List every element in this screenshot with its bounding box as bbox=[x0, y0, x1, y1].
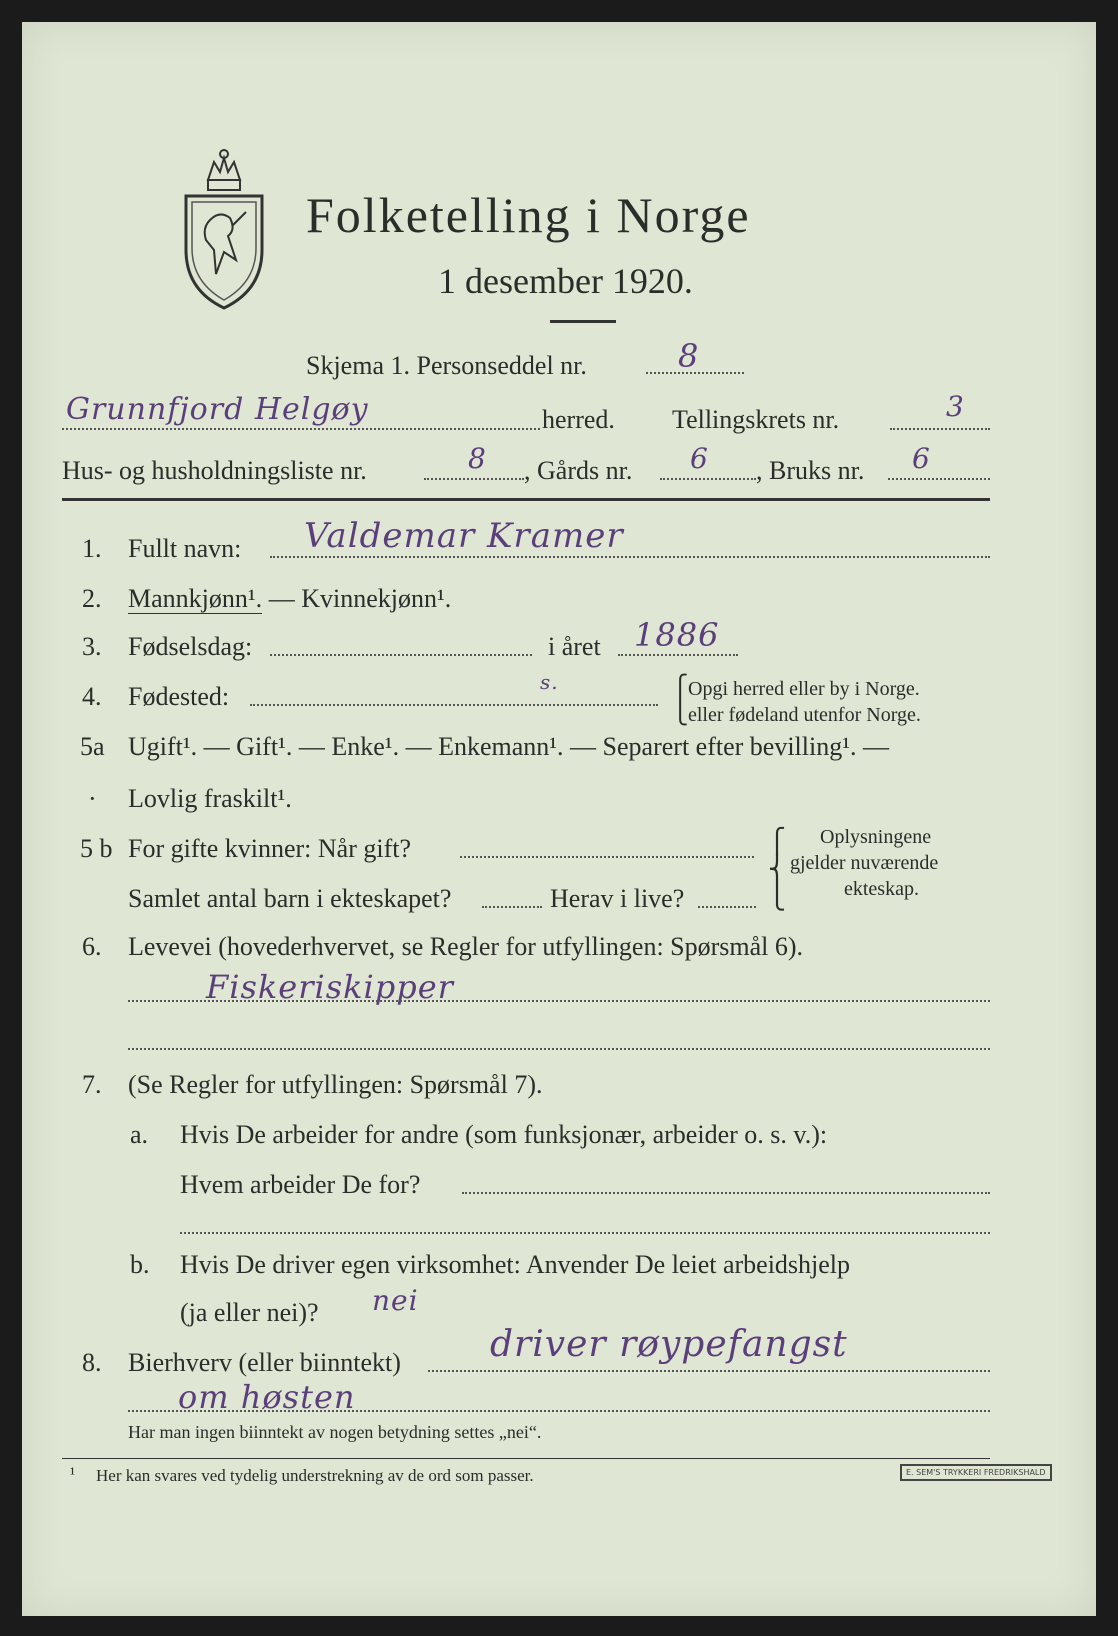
krets-line bbox=[890, 428, 990, 430]
q4-number: 4. bbox=[82, 682, 102, 711]
q5b-number: 5 b bbox=[80, 834, 113, 863]
herred-line bbox=[62, 428, 540, 430]
q5b-children-line bbox=[482, 906, 542, 908]
hus-label: Hus- og husholdningsliste nr. bbox=[62, 456, 367, 485]
q5b-brace: ⎧ ⎨ ⎩ bbox=[768, 829, 786, 911]
gards-line bbox=[660, 478, 756, 480]
q6-line-2 bbox=[128, 1048, 990, 1050]
herred-label: herred. bbox=[542, 405, 615, 434]
herred-value: Grunnfjord Helgøy bbox=[66, 392, 369, 427]
q5b-alive-label: Herav i live? bbox=[550, 884, 685, 913]
q7b-line-1: Hvis De driver egen virksomhet: Anvender De leiet arbeidshjelp bbox=[180, 1250, 851, 1279]
q5b-married-line bbox=[460, 856, 754, 858]
q1-line bbox=[270, 556, 990, 558]
coat-of-arms-icon bbox=[180, 140, 268, 312]
q3-year-value: 1886 bbox=[634, 616, 720, 654]
q6-label: Levevei (hovederhvervet, se Regler for utfyllingen: Spørsmål 6). bbox=[128, 932, 804, 961]
q5b-line-1: For gifte kvinner: Når gift? bbox=[128, 834, 412, 863]
title-rule bbox=[550, 320, 616, 323]
q2-line bbox=[128, 584, 451, 614]
q2-male: Mannkjønn¹. bbox=[128, 584, 263, 613]
q4-line bbox=[250, 704, 658, 706]
q7a-employer-line-2 bbox=[180, 1232, 990, 1234]
header-rule bbox=[62, 498, 990, 501]
q5b-note-2: gjelder nuværende bbox=[790, 852, 939, 874]
q1-number: 1. bbox=[82, 534, 102, 563]
footnote-text: Her kan svares ved tydelig understrekning av de ord som passer. bbox=[96, 1466, 534, 1485]
q8-line-2 bbox=[128, 1410, 990, 1412]
q2-female: Kvinnekjønn¹. bbox=[301, 584, 452, 613]
q4-value: s. bbox=[540, 670, 559, 694]
q7a-line-2: Hvem arbeider De for? bbox=[180, 1170, 421, 1199]
q6-value: Fiskeriskipper bbox=[206, 968, 454, 1006]
gards-value: 6 bbox=[690, 442, 709, 475]
q5b-note-3: ekteskap. bbox=[844, 878, 919, 900]
bruks-line bbox=[888, 478, 990, 480]
q2-sep: — bbox=[262, 584, 302, 613]
skjema-label: Skjema 1. Personseddel nr. bbox=[306, 351, 587, 380]
q3-number: 3. bbox=[82, 632, 102, 661]
bruks-value: 6 bbox=[912, 442, 931, 475]
q5b-alive-line bbox=[698, 906, 756, 908]
q7b-number: b. bbox=[130, 1250, 150, 1279]
q5b-note-1: Oplysningene bbox=[820, 826, 932, 848]
gards-label: , Gårds nr. bbox=[524, 456, 633, 485]
q7-label: (Se Regler for utfyllingen: Spørsmål 7). bbox=[128, 1070, 543, 1099]
census-form bbox=[22, 22, 1096, 1616]
q7b-value: nei bbox=[372, 1284, 419, 1317]
q3-year-line bbox=[618, 654, 738, 656]
q7a-number: a. bbox=[130, 1120, 149, 1149]
q7a-employer-line bbox=[462, 1192, 990, 1194]
q6-number: 6. bbox=[82, 932, 102, 961]
q4-label: Fødested: bbox=[128, 682, 230, 711]
q3-label: Fødselsdag: bbox=[128, 632, 253, 661]
no-income-note: Har man ingen biinntekt av nogen betydning settes „nei“. bbox=[128, 1422, 542, 1442]
q3-year-label: i året bbox=[548, 632, 601, 661]
footnote-rule bbox=[62, 1458, 990, 1459]
q2-number: 2. bbox=[82, 584, 102, 613]
q4-brace: ⎧ ⎩ bbox=[672, 674, 689, 725]
q5a-line-1: Ugift¹. — Gift¹. — Enke¹. — Enkemann¹. — Separert efter bevilling¹. — bbox=[128, 732, 890, 761]
q4-note-1: Opgi herred eller by i Norge. bbox=[688, 678, 920, 700]
hus-value: 8 bbox=[468, 442, 487, 475]
form-date: 1 desember 1920. bbox=[438, 261, 693, 301]
q1-value: Valdemar Kramer bbox=[304, 516, 624, 556]
q7a-line-1: Hvis De arbeider for andre (som funksjonær, arbeider o. s. v.): bbox=[180, 1120, 828, 1149]
hus-line bbox=[424, 478, 524, 480]
skjema-value: 8 bbox=[678, 337, 700, 375]
q3-day-line bbox=[270, 654, 532, 656]
q5a-line-2: Lovlig fraskilt¹. bbox=[128, 784, 292, 813]
q6-line-1 bbox=[128, 1000, 990, 1002]
q8-label: Bierhverv (eller biinntekt) bbox=[128, 1348, 401, 1377]
q4-note-2: eller fødeland utenfor Norge. bbox=[688, 704, 921, 726]
q8-value-2: om høsten bbox=[178, 1378, 356, 1416]
q8-value-1: driver røypefangst bbox=[490, 1324, 848, 1365]
footnote-number: ¹ bbox=[70, 1464, 76, 1483]
form-title: Folketelling i Norge bbox=[306, 187, 751, 243]
krets-value: 3 bbox=[946, 390, 965, 423]
krets-label: Tellingskrets nr. bbox=[672, 405, 840, 434]
bruks-label: , Bruks nr. bbox=[756, 456, 865, 485]
q7-number: 7. bbox=[82, 1070, 102, 1099]
q5a-number: 5a bbox=[80, 732, 105, 761]
q8-line-1 bbox=[428, 1370, 990, 1372]
q5b-children-label: Samlet antal barn i ekteskapet? bbox=[128, 884, 452, 913]
q1-label: Fullt navn: bbox=[128, 534, 242, 563]
q8-number: 8. bbox=[82, 1348, 102, 1377]
q5a-bullet: · bbox=[88, 784, 97, 813]
q7b-line-2: (ja eller nei)? bbox=[180, 1298, 319, 1327]
printer-mark: E. SEM'S TRYKKERI FREDRIKSHALD bbox=[900, 1464, 1052, 1481]
